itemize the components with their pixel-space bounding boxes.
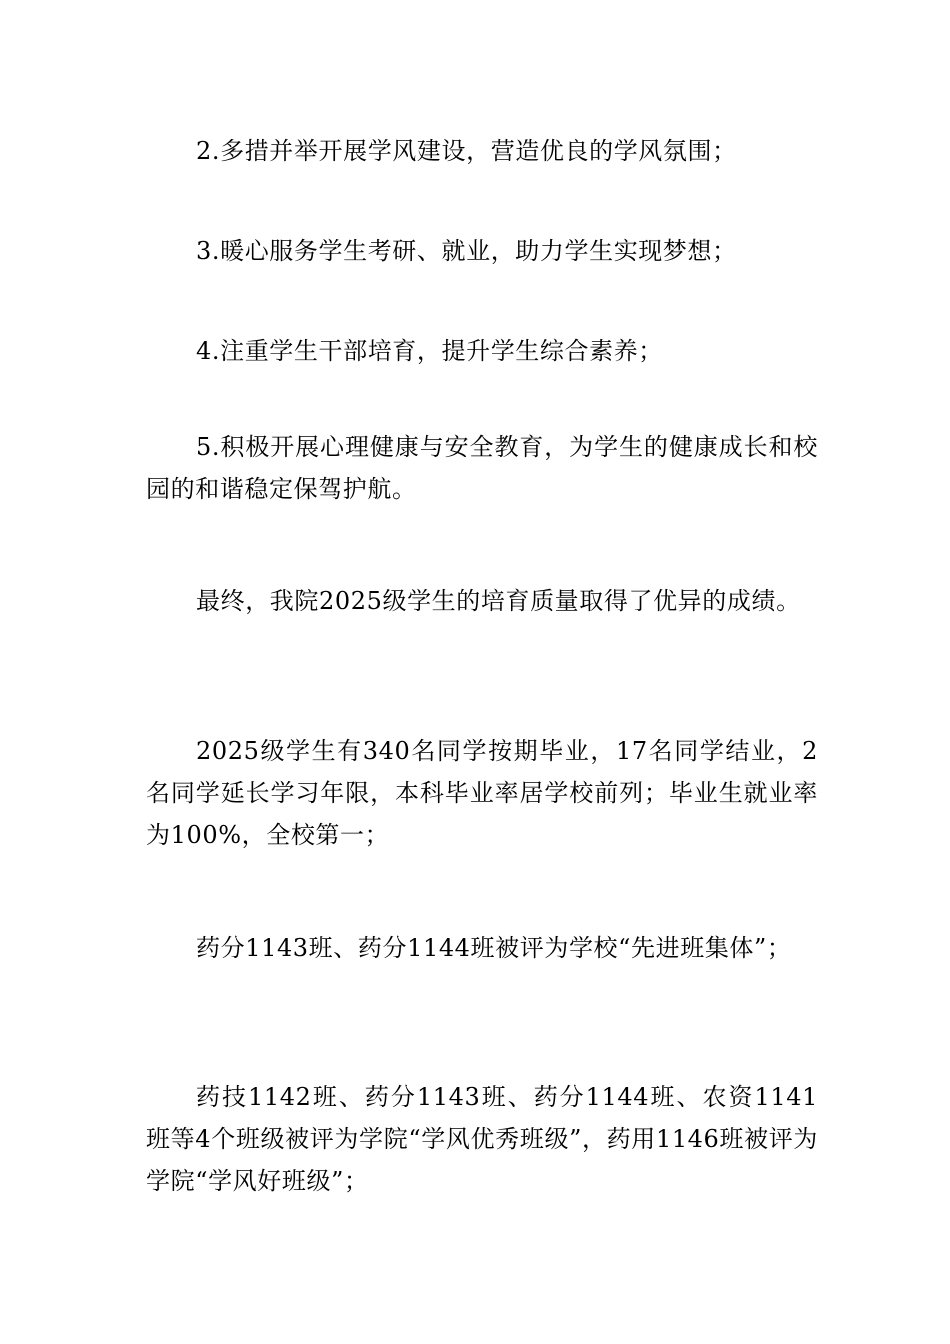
paragraph-item-3: 3.暖心服务学生考研、就业，助力学生实现梦想； [196,237,737,265]
paragraph-excellent-class: 药技1142班、药分1143班、药分1144班、农资1141班等4个班级被评为学院“学风优秀班级”，药用1146班被评为学院“学风好班级”； [146,1083,818,1195]
paragraph-item-5: 5.积极开展心理健康与安全教育，为学生的健康成长和校园的和谐稳定保驾护航。 [146,433,818,503]
paragraph-conclusion: 最终，我院2025级学生的培育质量取得了优异的成绩。 [196,587,801,615]
paragraph-graduation-stats: 2025级学生有340名同学按期毕业，17名同学结业，2名同学延长学习年限，本科毕业率居学校前列；毕业生就业率为100%，全校第一； [146,737,818,849]
paragraph-advanced-class: 药分1143班、药分1144班被评为学校“先进班集体”； [196,934,792,962]
paragraph-item-2: 2.多措并举开展学风建设，营造优良的学风氛围； [196,137,737,165]
paragraph-item-4: 4.注重学生干部培育，提升学生综合素养； [196,337,663,365]
